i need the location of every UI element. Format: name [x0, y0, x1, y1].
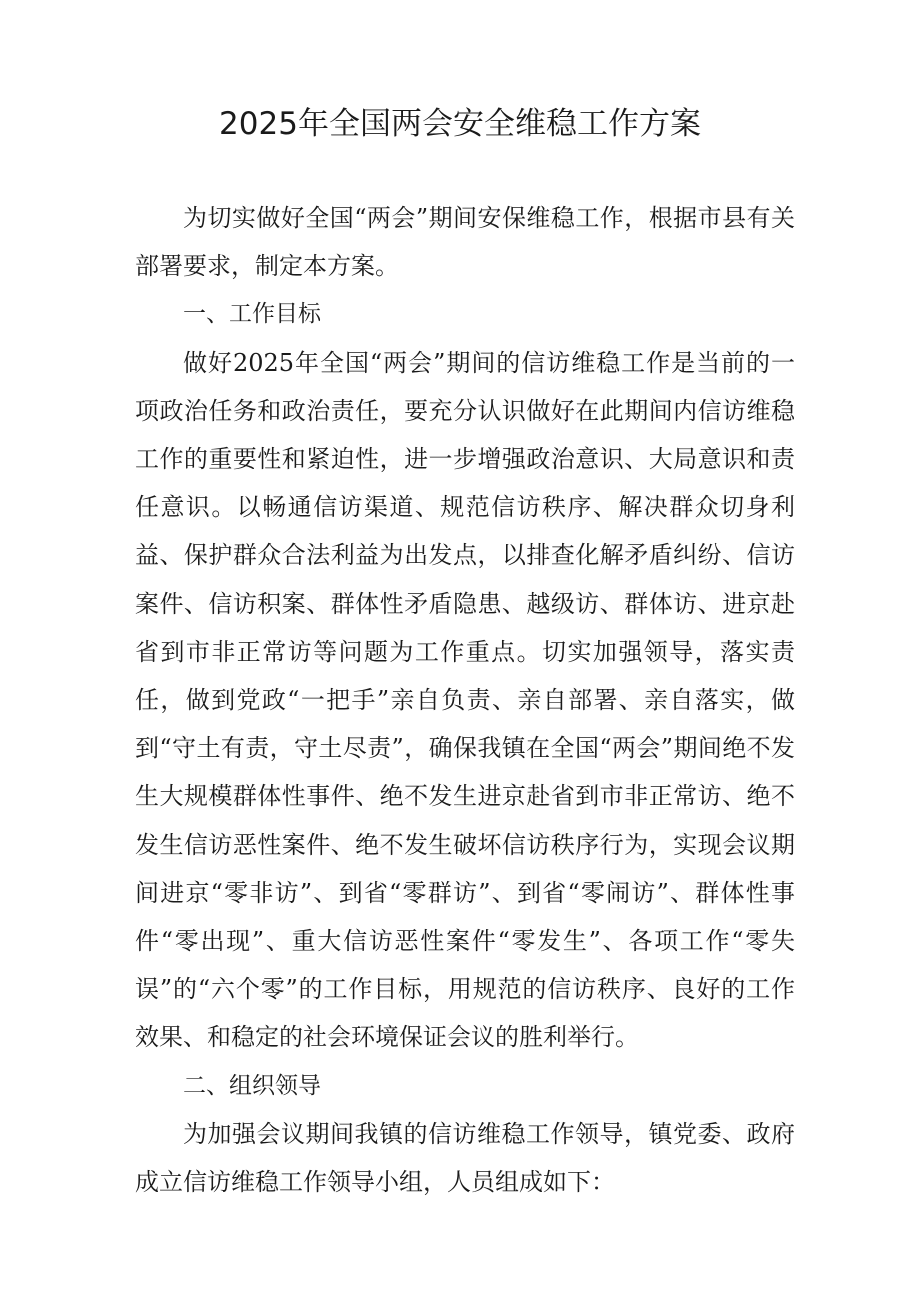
document-body — [135, 194, 795, 1206]
section-heading-organization: 二、组织领导 — [183, 1072, 321, 1099]
goals-paragraph: 做好2025年全国“两会”期间的信访维稳工作是当前的一项政治任务和政治责任，要充分认识做好在此期间内信访维稳工作的重要性和紧迫性，进一步增强政治意识、大局意识和责任意识。以畅通信访渠道、规范信访秩序、解决群众切身利益、保护群众合法利益为出发点，以排查化解矛盾纠纷、信访案件、信访积案、群体性矛盾隐患、越级访、群体访、进京赴省到市非正常访等问题为工作重点。切实加强领导，落实责任，做到党政“一把手”亲自负责、亲自部署、亲自落实，做到“守土有责，守土尽责”，确保我镇在全国“两会”期间绝不发生大规模群体性事件、绝不发生进京赴省到市非正常访、绝不发生信访恶性案件、绝不发生破坏信访秩序行为，实现会议期间进京“零非访”、到省“零群访”、到省“零闹访”、群体性事件“零出现”、重大信访恶性案件“零发生”、各项工作“零失误”的“六个零”的工作目标，用规范的信访秩序、良好的工作效果、和稳定的社会环境保证会议的胜利举行。 — [135, 348, 795, 1052]
organization-paragraph: 为加强会议期间我镇的信访维稳工作领导，镇党委、政府成立信访维稳工作领导小组，人员组成如下： — [135, 1119, 795, 1197]
intro-paragraph: 为切实做好全国“两会”期间安保维稳工作，根据市县有关部署要求，制定本方案。 — [135, 204, 795, 281]
section-heading-goals: 一、工作目标 — [183, 301, 321, 328]
document-title: 2025年全国两会安全维稳工作方案 — [219, 106, 701, 142]
